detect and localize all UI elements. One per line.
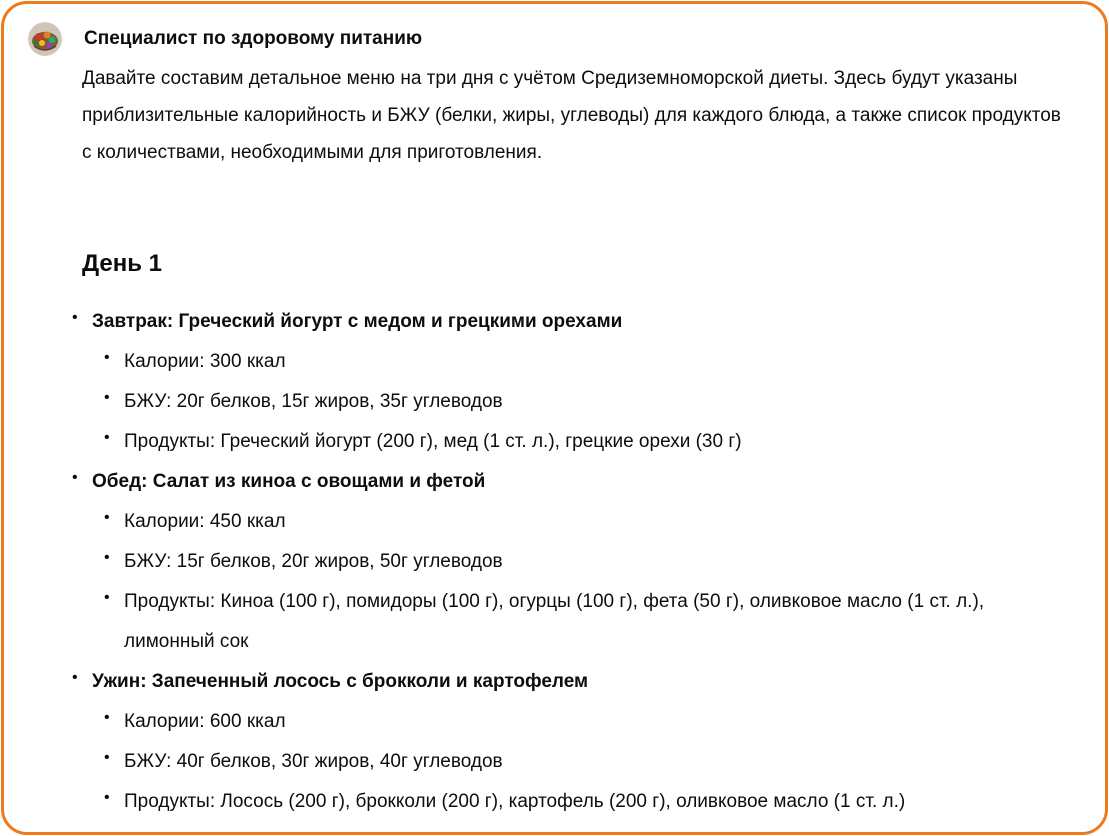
products-text: Продукты: Киноа (100 г), помидоры (100 г), огурцы (100 г), фета (50 г), оливковое масло (1 ст. л.), лимонный сок	[124, 591, 985, 652]
bullet-icon: •	[72, 309, 78, 326]
meal-list	[68, 302, 1078, 822]
meal-details	[92, 502, 1078, 662]
message-author: Специалист по здоровому питанию	[84, 28, 423, 49]
meal-title: Обед: Салат из киноа с овощами и фетой	[92, 471, 486, 492]
products-text: Продукты: Греческий йогурт (200 г), мед (1 ст. л.), грецкие орехи (30 г)	[124, 431, 742, 452]
bullet-icon: •	[104, 589, 110, 606]
bullet-icon: •	[72, 469, 78, 486]
meal-breakfast	[68, 302, 1078, 462]
meal-products	[92, 422, 1078, 462]
meal-details	[92, 702, 1078, 822]
meal-macros	[92, 542, 1078, 582]
bullet-icon: •	[104, 389, 110, 406]
bullet-icon: •	[104, 509, 110, 526]
calories-text: Калории: 600 ккал	[124, 711, 286, 732]
meal-dinner	[68, 662, 1078, 822]
calories-text: Калории: 450 ккал	[124, 511, 286, 532]
message-intro: Давайте составим детальное меню на три дня с учётом Средиземноморской диеты. Здесь будут указаны приблизительные калорийность и БЖУ (белки, жиры, углеводы) для каждого блюда, а также список продуктов с количествами, необходимыми для приготовления.	[82, 68, 1061, 163]
meal-macros	[92, 382, 1078, 422]
bullet-icon: •	[104, 709, 110, 726]
message-header	[28, 22, 422, 56]
bullet-icon: •	[104, 789, 110, 806]
chat-message-card	[1, 1, 1108, 835]
bullet-icon: •	[104, 349, 110, 366]
macros-text: БЖУ: 20г белков, 15г жиров, 35г углеводов	[124, 391, 503, 412]
food-bowl-avatar-icon[interactable]	[28, 22, 62, 56]
bullet-icon: •	[72, 669, 78, 686]
meal-calories	[92, 502, 1078, 542]
bullet-icon: •	[104, 429, 110, 446]
macros-text: БЖУ: 15г белков, 20г жиров, 50г углеводов	[124, 551, 503, 572]
meal-title: Ужин: Запеченный лосось с брокколи и картофелем	[92, 671, 589, 692]
meal-calories	[92, 702, 1078, 742]
meal-lunch	[68, 462, 1078, 662]
bullet-icon: •	[104, 549, 110, 566]
meal-products	[92, 782, 1078, 822]
meal-products	[92, 582, 1078, 662]
meal-calories	[92, 342, 1078, 382]
calories-text: Калории: 300 ккал	[124, 351, 286, 372]
meal-macros	[92, 742, 1078, 782]
meal-title: Завтрак: Греческий йогурт с медом и грецкими орехами	[92, 311, 623, 332]
macros-text: БЖУ: 40г белков, 30г жиров, 40г углеводов	[124, 751, 503, 772]
day-heading: День 1	[82, 250, 163, 277]
bullet-icon: •	[104, 749, 110, 766]
meal-details	[92, 342, 1078, 462]
products-text: Продукты: Лосось (200 г), брокколи (200 г), картофель (200 г), оливковое масло (1 ст. л.)	[124, 791, 906, 812]
